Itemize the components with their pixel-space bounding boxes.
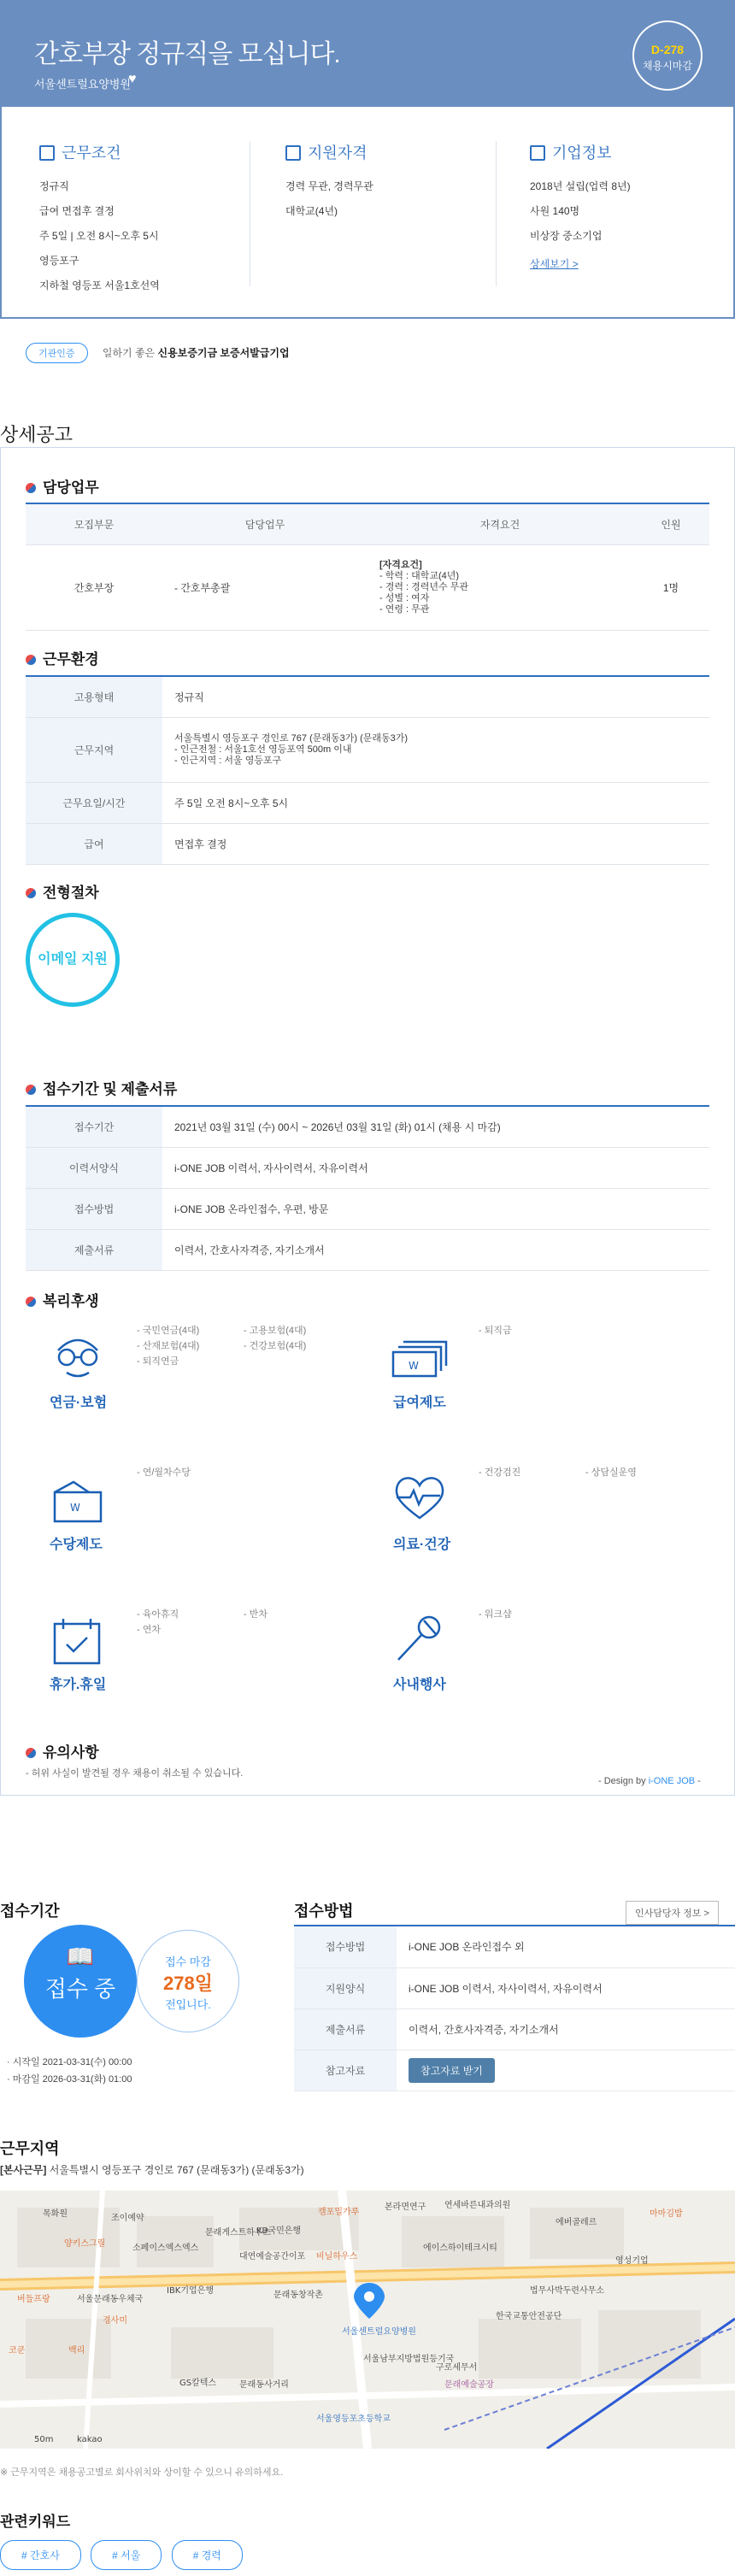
cert-name[interactable]: 신용보증기금 보증서발급기업 xyxy=(157,347,290,359)
task-cell: - 간호부총괄 xyxy=(162,544,368,630)
map-label: 양키스그릴 xyxy=(64,2239,106,2249)
company-detail-link[interactable]: 상세보기 > xyxy=(530,258,579,270)
hr-info-button[interactable]: 인사담당자 정보 > xyxy=(626,1901,719,1925)
notice-title-text: 유의사항 xyxy=(43,1744,99,1761)
apply-value: 2021년 03월 31일 (수) 00시 ~ 2026년 03월 31일 (화) 01시 (채용 시 마감) xyxy=(162,1106,709,1147)
start-date: · 시작일 2021-03-31(수) 00:00 xyxy=(7,2057,132,2067)
map-label: 문래동창작촌 xyxy=(273,2291,323,2300)
map-label: 50m xyxy=(34,2435,54,2444)
welfare-group-title: 수당제도 xyxy=(50,1538,103,1552)
welfare-group-title: 급여제도 xyxy=(393,1396,446,1410)
detail-title: 상세공고 xyxy=(0,424,74,445)
welfare-item: - 퇴직금 xyxy=(479,1326,512,1336)
company-info xyxy=(530,141,735,281)
env-line: - 인근전철 : 서울1호선 영등포역 500m 이내 xyxy=(174,744,352,755)
map-label: GS칼텍스 xyxy=(179,2379,217,2388)
env-title-text: 근무환경 xyxy=(43,651,99,668)
method-label: 접수방법 xyxy=(294,1926,397,1967)
keyword-tag[interactable]: # 경력 xyxy=(172,2540,243,2570)
map-label: 연세바른내과의원 xyxy=(444,2201,511,2210)
th-count: 인원 xyxy=(632,503,709,544)
welfare-item: - 연차 xyxy=(137,1625,161,1635)
qualifications-title: 지원자격 xyxy=(308,144,368,162)
apply-title xyxy=(26,1077,177,1098)
apply-label: 이력서양식 xyxy=(26,1147,162,1188)
req-line: [자격요건] xyxy=(379,559,422,570)
location-note: ※ 근무지역은 채용공고별로 회사위치와 상이할 수 있으니 유의하세요. xyxy=(0,2467,284,2478)
work-item: 영등포구 xyxy=(39,255,79,267)
duties-table xyxy=(26,503,709,631)
welfare-item: - 국민연금(4대) xyxy=(137,1326,200,1336)
req-line: - 연령 : 무관 xyxy=(379,603,430,615)
map-label: 비닐하우스 xyxy=(316,2252,358,2261)
work-item: 지하철 영등포 서울1호선역 xyxy=(39,279,160,291)
welfare-item: - 상담실운영 xyxy=(585,1467,637,1478)
location-map[interactable] xyxy=(0,2191,735,2449)
method-label: 제출서류 xyxy=(294,2008,397,2050)
env-value: 정규직 xyxy=(162,676,709,717)
map-label: 서울문래동우체국 xyxy=(77,2295,144,2304)
welfare-item: - 워크샵 xyxy=(479,1609,512,1620)
keywords-title: 관련키워드 xyxy=(0,2514,71,2530)
deadline-circle xyxy=(137,1930,239,2032)
map-marker-label: 서울센트럴요양병원 xyxy=(342,2327,416,2337)
map-label: 한국교통안전공단 xyxy=(496,2312,562,2321)
method-table xyxy=(294,1925,735,2091)
cert-text: 일하기 좋은 xyxy=(102,347,156,359)
company-item: 사원 140명 xyxy=(530,205,580,217)
method-value: 이력서, 간호사자격증, 자기소개서 xyxy=(397,2008,735,2050)
welfare-item: - 건강검진 xyxy=(479,1467,521,1478)
job-header xyxy=(0,0,735,107)
map-label: 대연예술공간이포 xyxy=(239,2252,306,2261)
req-line: - 경력 : 경력년수 무관 xyxy=(379,581,468,592)
deadline-label: 접수 마감 xyxy=(165,1956,211,1968)
work-conditions xyxy=(39,141,270,303)
map-label: 마마김밥 xyxy=(650,2209,683,2219)
welfare-item: - 육아휴직 xyxy=(137,1609,179,1620)
location-address xyxy=(0,2162,304,2177)
dday-label: 채용시마감 xyxy=(643,60,692,72)
map-label: 영성기업 xyxy=(615,2256,649,2266)
env-value: 주 5일 오전 8시~오후 5시 xyxy=(162,782,709,823)
env-label: 근무요일/시간 xyxy=(26,782,162,823)
notice-text: - 허위 사실이 발견될 경우 채용이 취소될 수 있습니다. xyxy=(26,1768,244,1779)
building-icon xyxy=(530,145,545,161)
welfare-item: - 산재보험(4대) xyxy=(137,1341,200,1351)
th-task: 담당업무 xyxy=(162,503,368,544)
qual-item: 대학교(4년) xyxy=(285,205,338,217)
map-label: IBK기업은행 xyxy=(167,2286,215,2296)
map-label: kakao xyxy=(77,2435,103,2444)
method-label: 지원양식 xyxy=(294,1967,397,2008)
count-cell: 1명 xyxy=(632,544,709,630)
apply-title-text: 접수기간 및 제출서류 xyxy=(43,1081,178,1097)
welfare-group-title: 사내행사 xyxy=(393,1678,446,1692)
work-conditions-title: 근무조건 xyxy=(62,144,121,162)
notice-title xyxy=(26,1740,99,1761)
design-brand: i-ONE JOB xyxy=(648,1776,696,1786)
req-line: - 학력 : 대학교(4년) xyxy=(379,570,460,581)
env-label: 고용형태 xyxy=(26,676,162,717)
company-info-title: 기업정보 xyxy=(552,144,612,162)
section-bullet-icon xyxy=(26,888,36,898)
location-title: 근무지역 xyxy=(0,2140,60,2157)
process-title xyxy=(26,880,99,902)
map-graphic xyxy=(0,2191,735,2449)
env-value xyxy=(162,717,709,782)
map-label: 백리 xyxy=(68,2346,85,2355)
map-label: 에버골레르 xyxy=(556,2218,597,2227)
process-step: 이메일 지원 xyxy=(26,913,120,1007)
env-value: 면접후 결정 xyxy=(162,823,709,864)
map-label: KB국민은행 xyxy=(256,2226,302,2236)
keyword-tag[interactable]: # 서울 xyxy=(91,2540,162,2570)
address-text: 서울특별시 영등포구 경인로 767 (문래동3가) (문래동3가) xyxy=(49,2164,304,2176)
env-label: 급여 xyxy=(26,823,162,864)
svg-text:W: W xyxy=(409,1360,419,1372)
job-summary xyxy=(0,107,735,319)
keyword-list xyxy=(0,2540,243,2570)
apply-value: i-ONE JOB 이력서, 자사이력서, 자유이력서 xyxy=(162,1147,709,1188)
microphone-icon xyxy=(390,1614,450,1667)
money-stack-icon xyxy=(390,1333,450,1387)
map-label: 본라면연구 xyxy=(385,2203,426,2212)
qualifications xyxy=(285,141,516,228)
status-text: 접수 중 xyxy=(44,1976,116,2002)
apply-value: 이력서, 간호사자격증, 자기소개서 xyxy=(162,1229,709,1270)
end-date-text: 마감일 2026-03-31(화) 01:00 xyxy=(12,2074,132,2085)
env-table xyxy=(26,675,709,865)
section-bullet-icon xyxy=(26,1748,36,1758)
welfare-item: - 연/월차수당 xyxy=(137,1467,191,1478)
apply-label: 접수기간 xyxy=(26,1106,162,1147)
map-label: 문래동사거리 xyxy=(239,2380,289,2390)
download-reference-button[interactable]: 참고자료 받기 xyxy=(409,2058,495,2083)
section-bullet-icon xyxy=(26,483,36,493)
company-name-link[interactable]: 서울센트럴요양병원 xyxy=(34,78,132,91)
map-label: 캠포밀가루 xyxy=(318,2208,360,2217)
work-item: 급여 면접후 결정 xyxy=(39,205,115,217)
th-dept: 모집부문 xyxy=(26,503,162,544)
map-label: 법무사박두련사무소 xyxy=(530,2286,604,2296)
process-title-text: 전형절차 xyxy=(43,885,99,901)
map-label: 서울영등포초등학교 xyxy=(316,2414,391,2424)
wallet-icon xyxy=(48,1477,108,1531)
apply-label: 제출서류 xyxy=(26,1229,162,1270)
duties-title xyxy=(26,475,99,497)
env-title xyxy=(26,647,99,668)
job-title: 간호부장 정규직을 모십니다. xyxy=(34,40,340,68)
design-prefix: - Design by xyxy=(598,1776,649,1786)
section-bullet-icon xyxy=(26,655,36,665)
welfare-item: - 건강보험(4대) xyxy=(244,1341,307,1351)
section-bullet-icon xyxy=(26,1297,36,1307)
welfare-title-text: 복리후생 xyxy=(43,1293,99,1309)
method-title: 접수방법 xyxy=(294,1903,354,1920)
status-circle xyxy=(24,1925,137,2038)
qual-item: 경력 무관, 경력무관 xyxy=(285,180,373,192)
env-line: - 인근지역 : 서울 영등포구 xyxy=(174,755,282,766)
env-line: 서울특별시 영등포구 경인로 767 (문래동3가) (문래동3가) xyxy=(174,732,409,744)
company-item: 비상장 중소기업 xyxy=(530,230,603,242)
map-label: 문래게스트하우스 xyxy=(205,2228,272,2238)
map-label: 문래예술공장 xyxy=(444,2380,494,2390)
method-value: i-ONE JOB 이력서, 자사이력서, 자유이력서 xyxy=(397,1967,735,2008)
book-icon: 📖 xyxy=(66,1944,95,1969)
calendar-check-icon xyxy=(48,1615,108,1669)
cert-row xyxy=(26,343,290,363)
heartbeat-icon xyxy=(390,1472,450,1526)
apply-table xyxy=(26,1105,709,1271)
welfare-group-title: 연금·보험 xyxy=(50,1396,108,1410)
company-item: 2018년 설립(업력 8년) xyxy=(530,180,631,192)
location-tag: [본사근무] xyxy=(0,2164,47,2176)
start-date-text: 시작일 2021-03-31(수) 00:00 xyxy=(12,2057,132,2067)
person-glasses-icon xyxy=(48,1332,108,1385)
map-label: 목화원 xyxy=(43,2209,68,2219)
env-label: 근무지역 xyxy=(26,717,162,782)
welfare-item: - 퇴직연금 xyxy=(137,1356,179,1367)
keyword-tag[interactable]: # 간호사 xyxy=(0,2540,81,2570)
section-bullet-icon xyxy=(26,1085,36,1095)
heart-icon[interactable]: ♥ xyxy=(128,72,137,86)
welfare-item: - 고용보험(4대) xyxy=(244,1326,307,1336)
map-label: 서울남부지방법원등기국 xyxy=(363,2355,455,2364)
apply-label: 접수방법 xyxy=(26,1188,162,1229)
map-label: 구로세무서 xyxy=(436,2363,478,2373)
design-suffix: - xyxy=(695,1776,701,1786)
dept-cell: 간호부장 xyxy=(26,544,162,630)
welfare-item: - 반차 xyxy=(244,1609,268,1620)
req-cell xyxy=(368,544,632,630)
svg-text:W: W xyxy=(70,1502,80,1514)
deadline-days: 278일 xyxy=(163,1973,213,1994)
deadline-suffix: 전입니다. xyxy=(165,1998,211,2011)
map-label: 에이스하이테크시티 xyxy=(423,2244,497,2253)
document-icon xyxy=(39,145,55,161)
cert-badge: 기관인증 xyxy=(26,343,88,363)
map-label: 소페이스엑스엑스 xyxy=(132,2244,199,2253)
map-label: 버들프랑 xyxy=(17,2295,50,2304)
period-title: 접수기간 xyxy=(0,1903,60,1920)
th-req: 자격요건 xyxy=(368,503,632,544)
end-date: · 마감일 2026-03-31(화) 01:00 xyxy=(7,2074,132,2085)
welfare-group-title: 의료·건강 xyxy=(393,1538,451,1552)
apply-value: i-ONE JOB 온라인접수, 우편, 방문 xyxy=(162,1188,709,1229)
dday-badge xyxy=(632,21,703,91)
req-line: - 성별 : 여자 xyxy=(379,592,430,603)
welfare-title xyxy=(26,1289,99,1310)
method-value: i-ONE JOB 온라인접수 외 xyxy=(397,1926,735,1967)
map-label: 경사미 xyxy=(103,2316,127,2326)
design-credit xyxy=(598,1776,701,1786)
map-label: 코쿤 xyxy=(9,2346,26,2355)
work-item: 주 5일 | 오전 8시~오후 5시 xyxy=(39,230,159,242)
duties-title-text: 담당업무 xyxy=(43,479,99,496)
map-label: 조이예약 xyxy=(111,2214,144,2223)
divider xyxy=(496,141,497,286)
work-item: 정규직 xyxy=(39,180,69,192)
dday-count: D-278 xyxy=(650,43,685,56)
calendar-icon xyxy=(285,145,301,161)
method-label: 참고자료 xyxy=(294,2050,397,2091)
welfare-group-title: 휴가.휴일 xyxy=(50,1678,107,1692)
